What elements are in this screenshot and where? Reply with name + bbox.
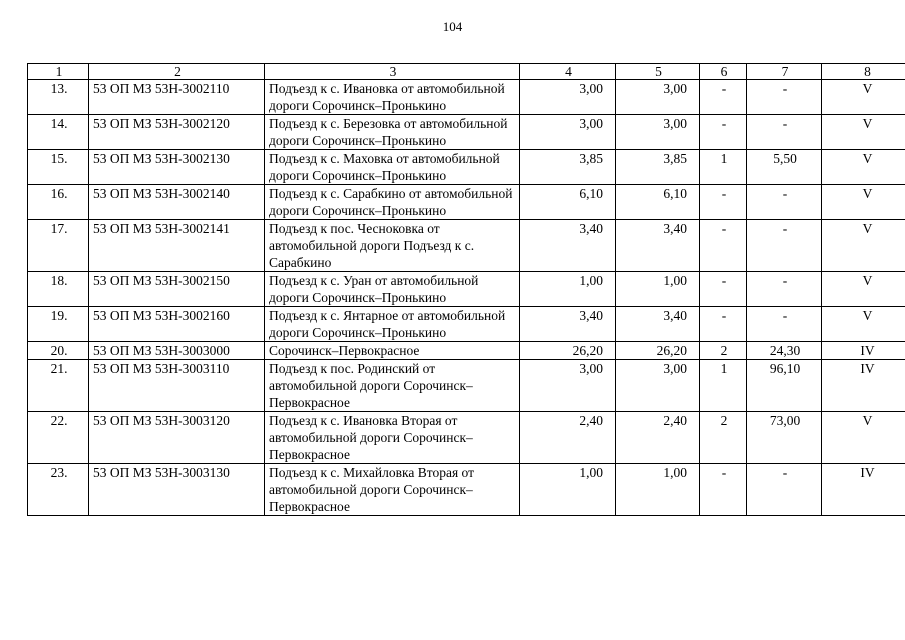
roads-table <box>27 63 905 516</box>
row-number-cell: 13. <box>28 80 89 115</box>
road-name-cell: Подъезд к с. Маховка от автомобильной дороги Сорочинск–Пронькино <box>265 150 520 185</box>
road-code-cell: 53 ОП МЗ 53Н-3002130 <box>89 150 265 185</box>
road-code-cell: 53 ОП МЗ 53Н-3003130 <box>89 464 265 516</box>
length-cell: 3,85 <box>520 150 616 185</box>
category-cell: V <box>822 115 905 150</box>
bridge-length-cell: 96,10 <box>747 360 822 412</box>
row-number-cell: 23. <box>28 464 89 516</box>
bridge-length-cell: - <box>747 307 822 342</box>
length-cell: 2,40 <box>520 412 616 464</box>
row-number-cell: 17. <box>28 220 89 272</box>
count-cell: 1 <box>700 360 747 412</box>
column-header: 7 <box>747 64 822 80</box>
column-header: 6 <box>700 64 747 80</box>
category-cell: V <box>822 307 905 342</box>
bridge-length-cell: 24,30 <box>747 342 822 360</box>
table-body <box>28 80 905 516</box>
length-cell: 3,40 <box>520 307 616 342</box>
table-row <box>28 342 905 360</box>
table-row <box>28 360 905 412</box>
length-cell: 1,00 <box>520 464 616 516</box>
category-cell: IV <box>822 342 905 360</box>
count-cell: - <box>700 464 747 516</box>
column-header: 5 <box>616 64 700 80</box>
road-name-cell: Подъезд к с. Сарабкино от автомобильной дороги Сорочинск–Пронькино <box>265 185 520 220</box>
length-cell-2: 3,40 <box>616 220 700 272</box>
header-row <box>28 64 905 80</box>
table-row <box>28 412 905 464</box>
table-row <box>28 220 905 272</box>
category-cell: V <box>822 272 905 307</box>
length-cell-2: 3,00 <box>616 115 700 150</box>
column-header: 2 <box>89 64 265 80</box>
length-cell: 26,20 <box>520 342 616 360</box>
bridge-length-cell: 5,50 <box>747 150 822 185</box>
column-header: 8 <box>822 64 905 80</box>
count-cell: 2 <box>700 342 747 360</box>
category-cell: V <box>822 220 905 272</box>
category-cell: V <box>822 150 905 185</box>
category-cell: V <box>822 185 905 220</box>
road-code-cell: 53 ОП МЗ 53Н-3003120 <box>89 412 265 464</box>
road-code-cell: 53 ОП МЗ 53Н-3002150 <box>89 272 265 307</box>
row-number-cell: 21. <box>28 360 89 412</box>
bridge-length-cell: 73,00 <box>747 412 822 464</box>
road-name-cell: Подъезд к с. Янтарное от автомобильной дороги Сорочинск–Пронькино <box>265 307 520 342</box>
length-cell: 3,40 <box>520 220 616 272</box>
length-cell: 3,00 <box>520 360 616 412</box>
category-cell: IV <box>822 464 905 516</box>
bridge-length-cell: - <box>747 272 822 307</box>
table-row <box>28 185 905 220</box>
road-name-cell: Подъезд к с. Ивановка Вторая от автомобильной дороги Сорочинск–Первокрасное <box>265 412 520 464</box>
table-row <box>28 307 905 342</box>
count-cell: - <box>700 307 747 342</box>
table-row <box>28 80 905 115</box>
length-cell-2: 6,10 <box>616 185 700 220</box>
road-name-cell: Подъезд к с. Ивановка от автомобильной дороги Сорочинск–Пронькино <box>265 80 520 115</box>
row-number-cell: 22. <box>28 412 89 464</box>
row-number-cell: 16. <box>28 185 89 220</box>
road-code-cell: 53 ОП МЗ 53Н-3003000 <box>89 342 265 360</box>
road-name-cell: Сорочинск–Первокрасное <box>265 342 520 360</box>
road-name-cell: Подъезд к пос. Родинский от автомобильной дороги Сорочинск–Первокрасное <box>265 360 520 412</box>
count-cell: - <box>700 80 747 115</box>
road-name-cell: Подъезд к с. Уран от автомобильной дороги Сорочинск–Пронькино <box>265 272 520 307</box>
length-cell-2: 3,00 <box>616 80 700 115</box>
count-cell: - <box>700 115 747 150</box>
table-row <box>28 115 905 150</box>
road-code-cell: 53 ОП МЗ 53Н-3002110 <box>89 80 265 115</box>
category-cell: V <box>822 412 905 464</box>
length-cell-2: 3,40 <box>616 307 700 342</box>
count-cell: 1 <box>700 150 747 185</box>
length-cell-2: 1,00 <box>616 464 700 516</box>
length-cell: 6,10 <box>520 185 616 220</box>
table-row <box>28 272 905 307</box>
road-code-cell: 53 ОП МЗ 53Н-3002120 <box>89 115 265 150</box>
count-cell: - <box>700 220 747 272</box>
row-number-cell: 19. <box>28 307 89 342</box>
bridge-length-cell: - <box>747 185 822 220</box>
column-header: 3 <box>265 64 520 80</box>
column-header: 4 <box>520 64 616 80</box>
road-name-cell: Подъезд к пос. Чесноковка от автомобильной дороги Подъезд к с. Сарабкино <box>265 220 520 272</box>
road-code-cell: 53 ОП МЗ 53Н-3002140 <box>89 185 265 220</box>
length-cell: 3,00 <box>520 115 616 150</box>
page-number: 104 <box>442 19 463 34</box>
length-cell-2: 3,00 <box>616 360 700 412</box>
road-code-cell: 53 ОП МЗ 53Н-3002160 <box>89 307 265 342</box>
bridge-length-cell: - <box>747 80 822 115</box>
length-cell-2: 3,85 <box>616 150 700 185</box>
bridge-length-cell: - <box>747 464 822 516</box>
road-code-cell: 53 ОП МЗ 53Н-3002141 <box>89 220 265 272</box>
length-cell-2: 2,40 <box>616 412 700 464</box>
length-cell: 3,00 <box>520 80 616 115</box>
count-cell: - <box>700 185 747 220</box>
bridge-length-cell: - <box>747 220 822 272</box>
road-code-cell: 53 ОП МЗ 53Н-3003110 <box>89 360 265 412</box>
row-number-cell: 18. <box>28 272 89 307</box>
road-name-cell: Подъезд к с. Михайловка Вторая от автомобильной дороги Сорочинск–Первокрасное <box>265 464 520 516</box>
row-number-cell: 14. <box>28 115 89 150</box>
road-name-cell: Подъезд к с. Березовка от автомобильной дороги Сорочинск–Пронькино <box>265 115 520 150</box>
length-cell-2: 1,00 <box>616 272 700 307</box>
row-number-cell: 15. <box>28 150 89 185</box>
count-cell: 2 <box>700 412 747 464</box>
table-row <box>28 464 905 516</box>
category-cell: IV <box>822 360 905 412</box>
length-cell: 1,00 <box>520 272 616 307</box>
length-cell-2: 26,20 <box>616 342 700 360</box>
category-cell: V <box>822 80 905 115</box>
table-row <box>28 150 905 185</box>
count-cell: - <box>700 272 747 307</box>
column-header: 1 <box>28 64 89 80</box>
row-number-cell: 20. <box>28 342 89 360</box>
bridge-length-cell: - <box>747 115 822 150</box>
